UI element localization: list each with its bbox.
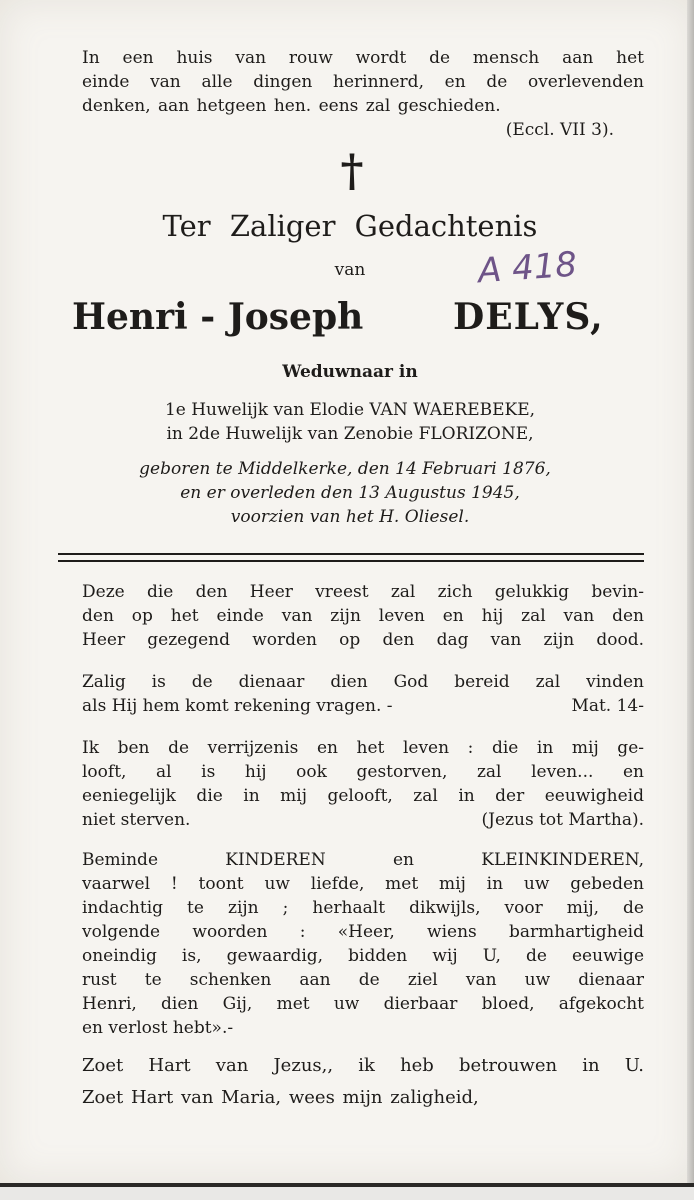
p2-line-2: als Hij hem komt rekening vragen. - (82, 696, 393, 716)
p3-line-3: eeniegelijk die in mij gelooft, zal in der eeuwigheid (82, 786, 644, 806)
first-marriage: 1e Huwelijk van Elodie VAN WAEREBEKE, (164, 400, 536, 420)
birth-line: geboren te Middelkerke, den 14 Februari 1876, (139, 459, 551, 479)
p4-line-5: oneindig is, gewaardig, bidden wij U, de eeuwige (82, 946, 644, 966)
deceased-last-name: DELYS, (453, 296, 604, 338)
divider-bottom (58, 560, 644, 562)
divider-top (58, 553, 644, 555)
p4-line-8: en verlost hebt».- (82, 1018, 234, 1038)
scan-background (0, 1187, 694, 1200)
p4-line-2: vaarwel ! toont uw liefde, met mij in uw gebeden (82, 874, 644, 894)
second-marriage: in 2de Huwelijk van Zenobie FLORIZONE, (166, 424, 534, 444)
epigraph-reference: (Eccl. VII 3). (505, 120, 614, 140)
p3-line-2: looft, al is hij ook gestorven, zal leven... en (82, 762, 644, 782)
p4-line-3: indachtig te zijn ; herhaalt dikwijls, voor mij, de (82, 898, 644, 918)
death-line: en er overleden den 13 Augustus 1945, (180, 483, 520, 503)
p4-line-6: rust te schenken aan de ziel van uw dienaar (82, 970, 644, 990)
p4-line-4: volgende woorden : «Heer, wiens barmhartigheid (82, 922, 644, 942)
p2-reference: Mat. 14- (571, 696, 644, 716)
card-right-edge (687, 0, 694, 1183)
p1-line-2: den op het einde van zijn leven en hij zal van den (82, 606, 644, 626)
handwritten-annotation: A 418 (476, 244, 579, 292)
epigraph-line-1: In een huis van rouw wordt de mensch aan het (82, 48, 644, 68)
heading-van: van (334, 260, 366, 280)
sacrament-line: voorzien van het H. Oliesel. (230, 507, 470, 527)
epigraph-line-2: einde van alle dingen herinnerd, en de overlevenden (82, 72, 644, 92)
p4-line-1: Beminde KINDEREN en KLEINKINDEREN, (82, 850, 644, 870)
epigraph-line-3: denken, aan hetgeen hen. eens zal geschieden. (82, 96, 501, 116)
p3-line-4: niet sterven. (82, 810, 191, 830)
p3-reference: (Jezus tot Martha). (481, 810, 644, 830)
p1-line-1: Deze die den Heer vreest zal zich gelukkig bevin- (82, 582, 644, 602)
invocation-jesus: Zoet Hart van Jezus,, ik heb betrouwen in U. (82, 1055, 644, 1076)
invocation-maria: Zoet Hart van Maria, wees mijn zaligheid, (82, 1087, 479, 1108)
p4-line-7: Henri, dien Gij, met uw dierbaar bloed, afgekocht (82, 994, 644, 1014)
cross-icon: † (340, 146, 364, 197)
deceased-first-name: Henri - Joseph (72, 296, 364, 338)
p1-line-3: Heer gezegend worden op den dag van zijn dood. (82, 630, 644, 650)
p2-line-1: Zalig is de dienaar dien God bereid zal vinden (82, 672, 644, 692)
p3-line-1: Ik ben de verrijzenis en het leven : die in mij ge- (82, 738, 644, 758)
widower-label: Weduwnaar in (282, 362, 418, 382)
heading-title: Ter Zaliger Gedachtenis (162, 209, 538, 243)
